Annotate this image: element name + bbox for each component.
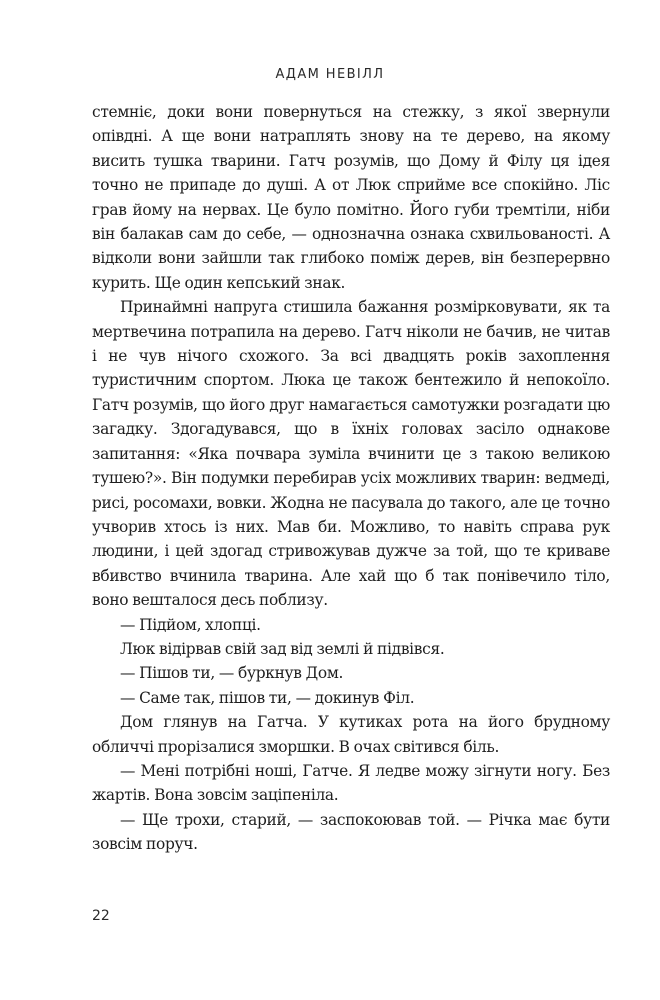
dialogue-line: — Саме так, пішов ти, — докинув Філ. — [120, 688, 415, 707]
body-text — [92, 100, 610, 857]
paragraph: Принаймні напруга стишила бажання розмірковувати, як та мертвечина потрапила на дерево. Гатч ніколи не бачив, не читав і не чув нічого схожого. За всі двадцять років захоплення туристичним спортом. Люка це також бентежило й непокоїло. Гатч розумів, що його друг намагається самотужки розгадати цю загадку. Здогадувався, що в їхніх головах засіло однакове запитання: «Яка почвара зуміла вчинити це з такою великою тушею?». Він подумки перебирав усіх можливих тварин: ведмеді, рисі, росомахи, вовки. Жодна не пасувала до такого, але це точно учворив хтось із них. Мав би. Можливо, то навіть справа рук людини, і цей здогад стривожував дужче за той, що те криваве вбивство вчинила тварина. Але хай що б так понівечило тіло, воно вешталося десь поблизу. — [92, 298, 610, 610]
dialogue-line: — Ще трохи, старий, — заспокоював той. — Річка має бути зовсім поруч. — [92, 810, 610, 854]
paragraph: Люк відірвав свій зад від землі й підвівся. — [120, 639, 445, 658]
dialogue-line: — Мені потрібні ноші, Гатче. Я ледве можу зігнути ногу. Без жартів. Вона зовсім заціпеніла. — [92, 761, 610, 805]
running-head-author: АДАМ НЕВІЛЛ — [275, 67, 385, 82]
page-number: 22 — [92, 908, 110, 924]
dialogue-line: — Пішов ти, — буркнув Дом. — [120, 664, 344, 683]
paragraph: Дом глянув на Гатча. У кутиках рота на його брудному обличчі прорізалися зморшки. В очах світився біль. — [92, 713, 610, 756]
dialogue-line: — Підйом, хлопці. — [120, 615, 261, 634]
paragraph-continued: стемніє, доки вони повернуться на стежку, з якої звернули опівдні. А ще вони натраплять знову на те дерево, на якому висить тушка тварини. Гатч розумів, що Дому й Філу ця ідея точно не припаде до душі. А от Люк сприйме все спокійно. Ліс грав йому на нервах. Це було помітно. Його губи тремтіли, ніби він балакав сам до себе, — однозначна ознака схвильованості. А відколи вони зайшли так глибоко поміж дерев, він безперервно курить. Ще один кепський знак. — [92, 103, 610, 292]
